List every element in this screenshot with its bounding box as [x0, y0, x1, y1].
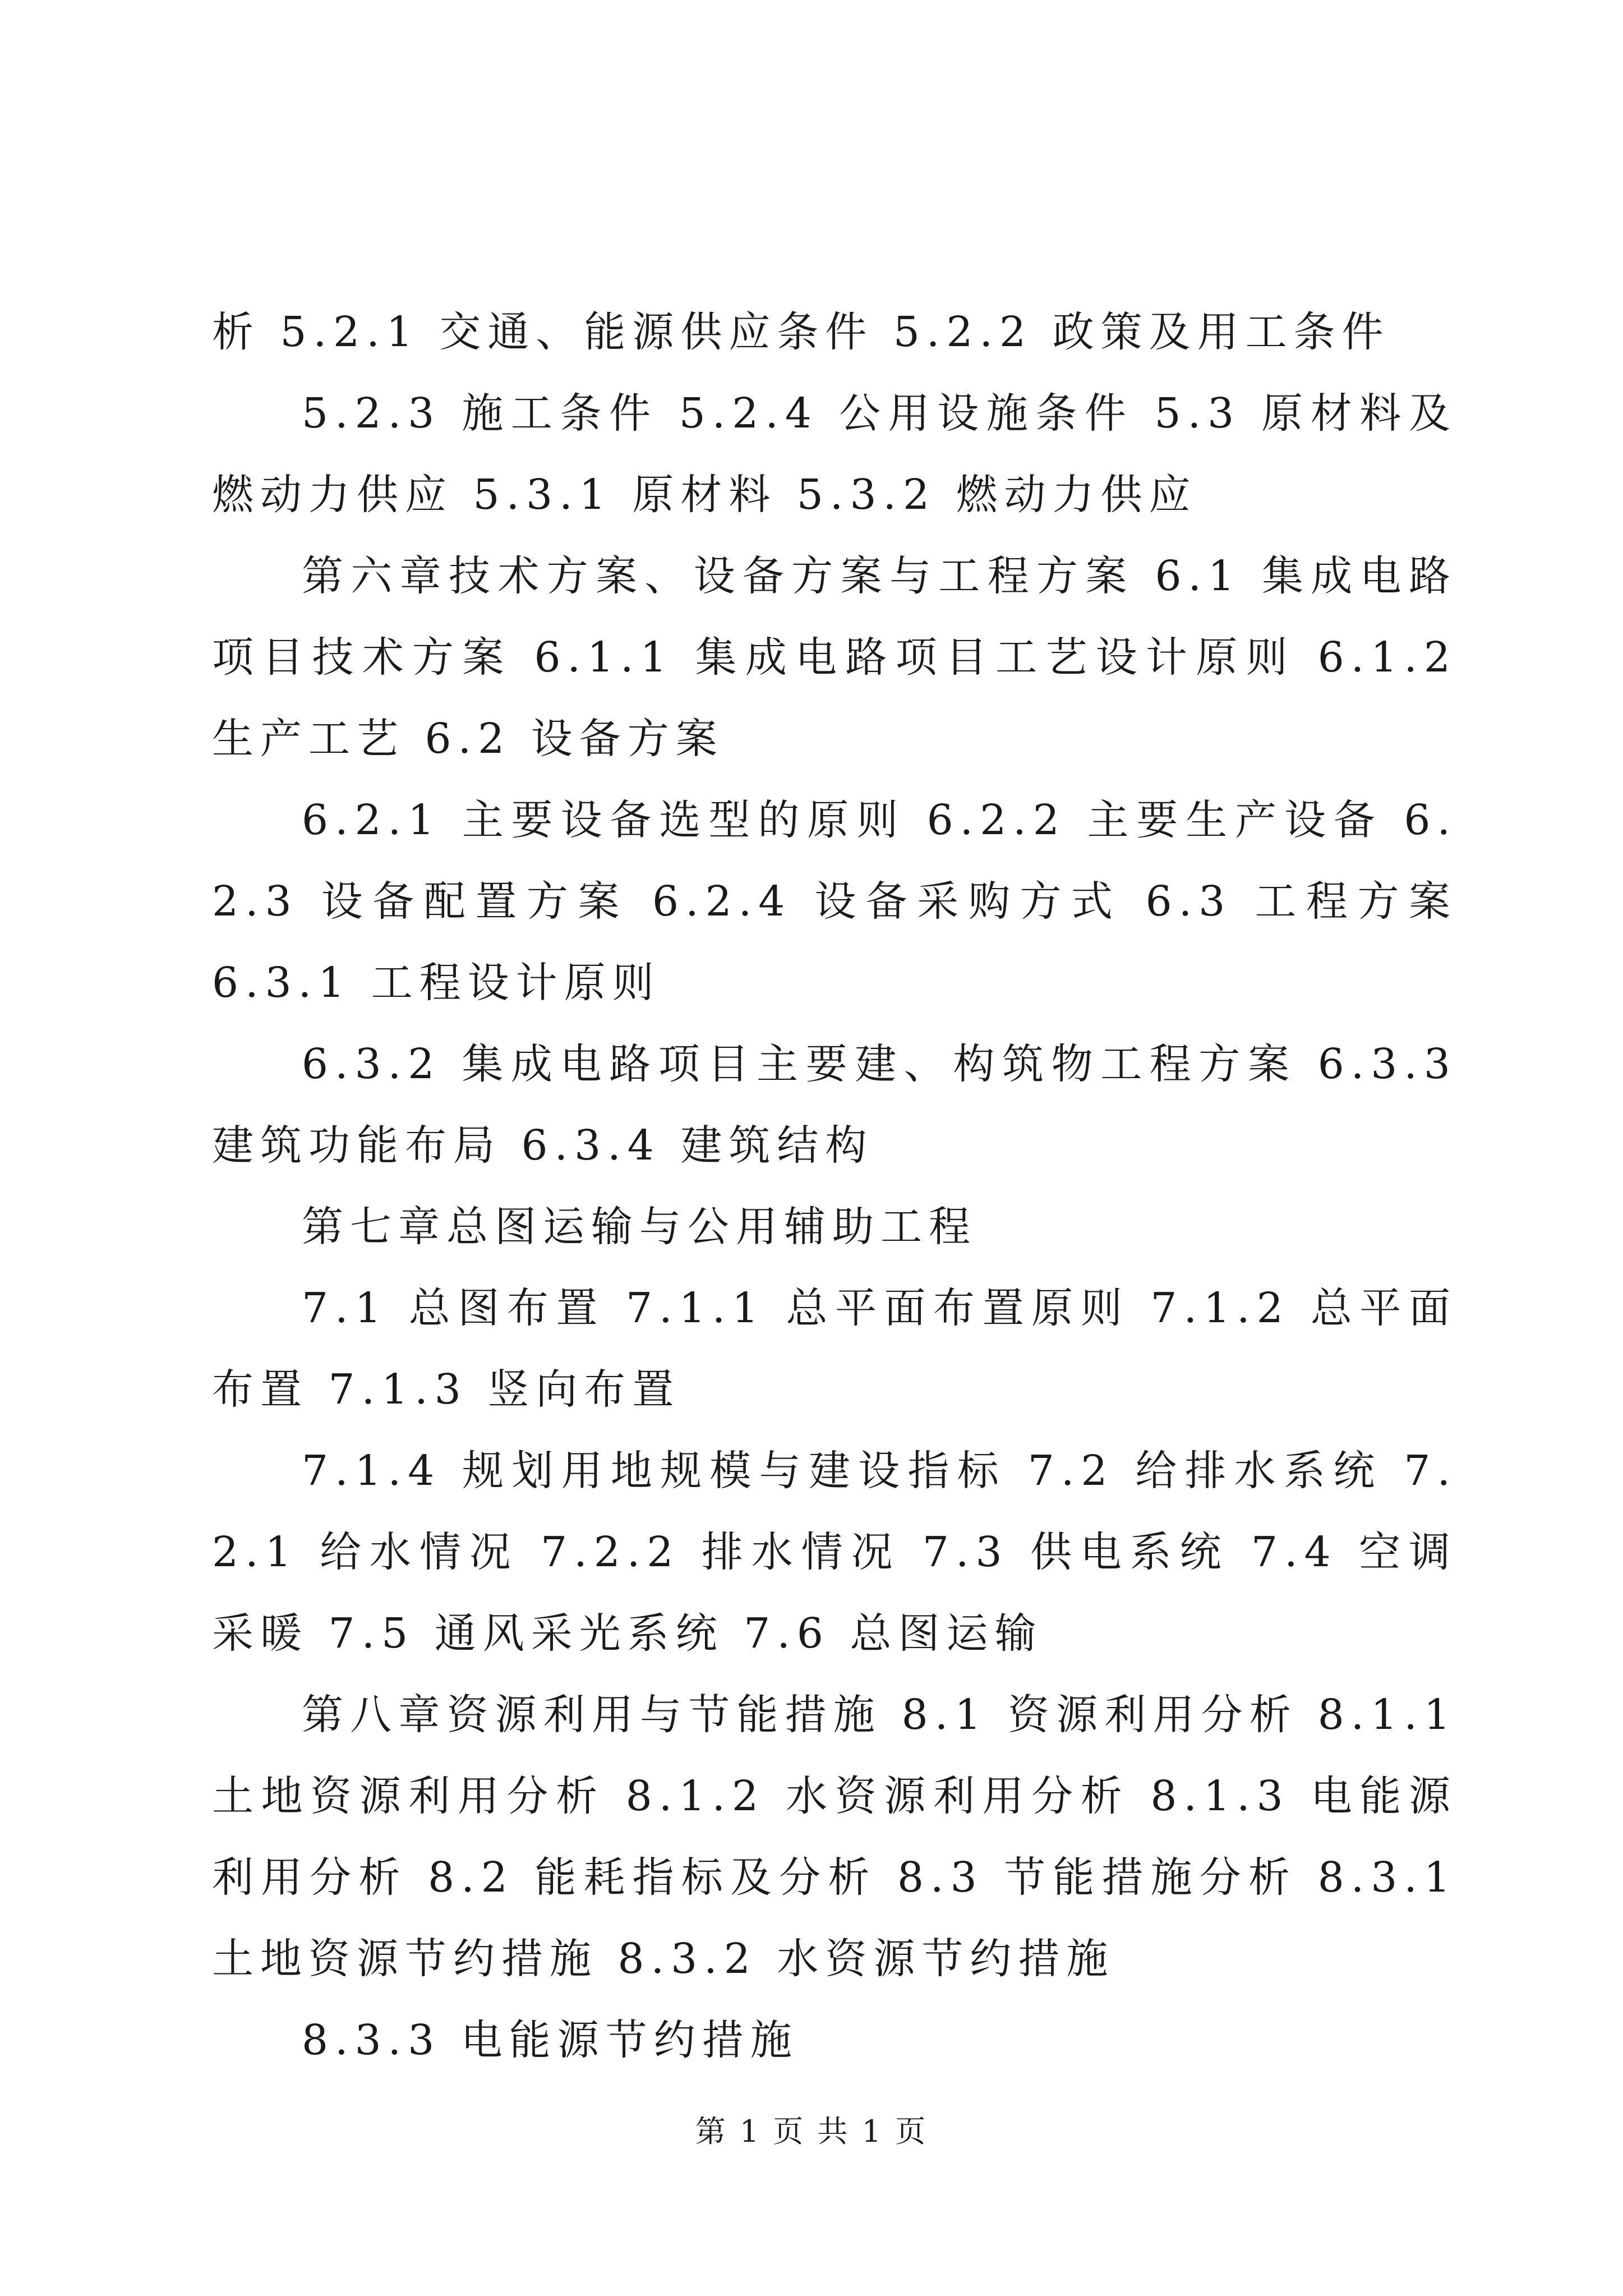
paragraph-2: 5.2.3 施工条件 5.2.4 公用设施条件 5.3 原材料及燃动力供应 5.3.1 原材料 5.3.2 燃动力供应 — [212, 389, 1457, 519]
paragraph-10: 8.3.3 电能源节约措施 — [302, 2016, 799, 2064]
paragraph-8: 7.1.4 规划用地规模与建设指标 7.2 给排水系统 7.2.1 给水情况 7.2.2 排水情况 7.3 供电系统 7.4 空调采暖 7.5 通风采光系统 7.6 总图运输 — [212, 1447, 1457, 1658]
document-body — [212, 292, 1457, 2081]
paragraph-5: 6.3.2 集成电路项目主要建、构筑物工程方案 6.3.3 建筑功能布局 6.3.4 建筑结构 — [212, 1040, 1457, 1170]
paragraph-7: 7.1 总图布置 7.1.1 总平面布置原则 7.1.2 总平面布置 7.1.3 竖向布置 — [212, 1284, 1457, 1414]
paragraph-3: 第六章技术方案、设备方案与工程方案 6.1 集成电路项目技术方案 6.1.1 集成电路项目工艺设计原则 6.1.2 生产工艺 6.2 设备方案 — [212, 552, 1457, 763]
paragraph-6: 第七章总图运输与公用辅助工程 — [302, 1203, 977, 1251]
paragraph-1: 析 5.2.1 交通、能源供应条件 5.2.2 政策及用工条件 — [212, 308, 1390, 356]
paragraph-9: 第八章资源利用与节能措施 8.1 资源利用分析 8.1.1 土地资源利用分析 8.1.2 水资源利用分析 8.1.3 电能源利用分析 8.2 能耗指标及分析 8.3 节能措施分析 8.3.1 土地资源节约措施 8.3.2 水资源节约措施 — [212, 1691, 1457, 1983]
page-footer: 第 1 页 共 1 页 — [695, 2114, 928, 2149]
paragraph-4: 6.2.1 主要设备选型的原则 6.2.2 主要生产设备 6.2.3 设备配置方案 6.2.4 设备采购方式 6.3 工程方案 6.3.1 工程设计原则 — [212, 796, 1457, 1007]
